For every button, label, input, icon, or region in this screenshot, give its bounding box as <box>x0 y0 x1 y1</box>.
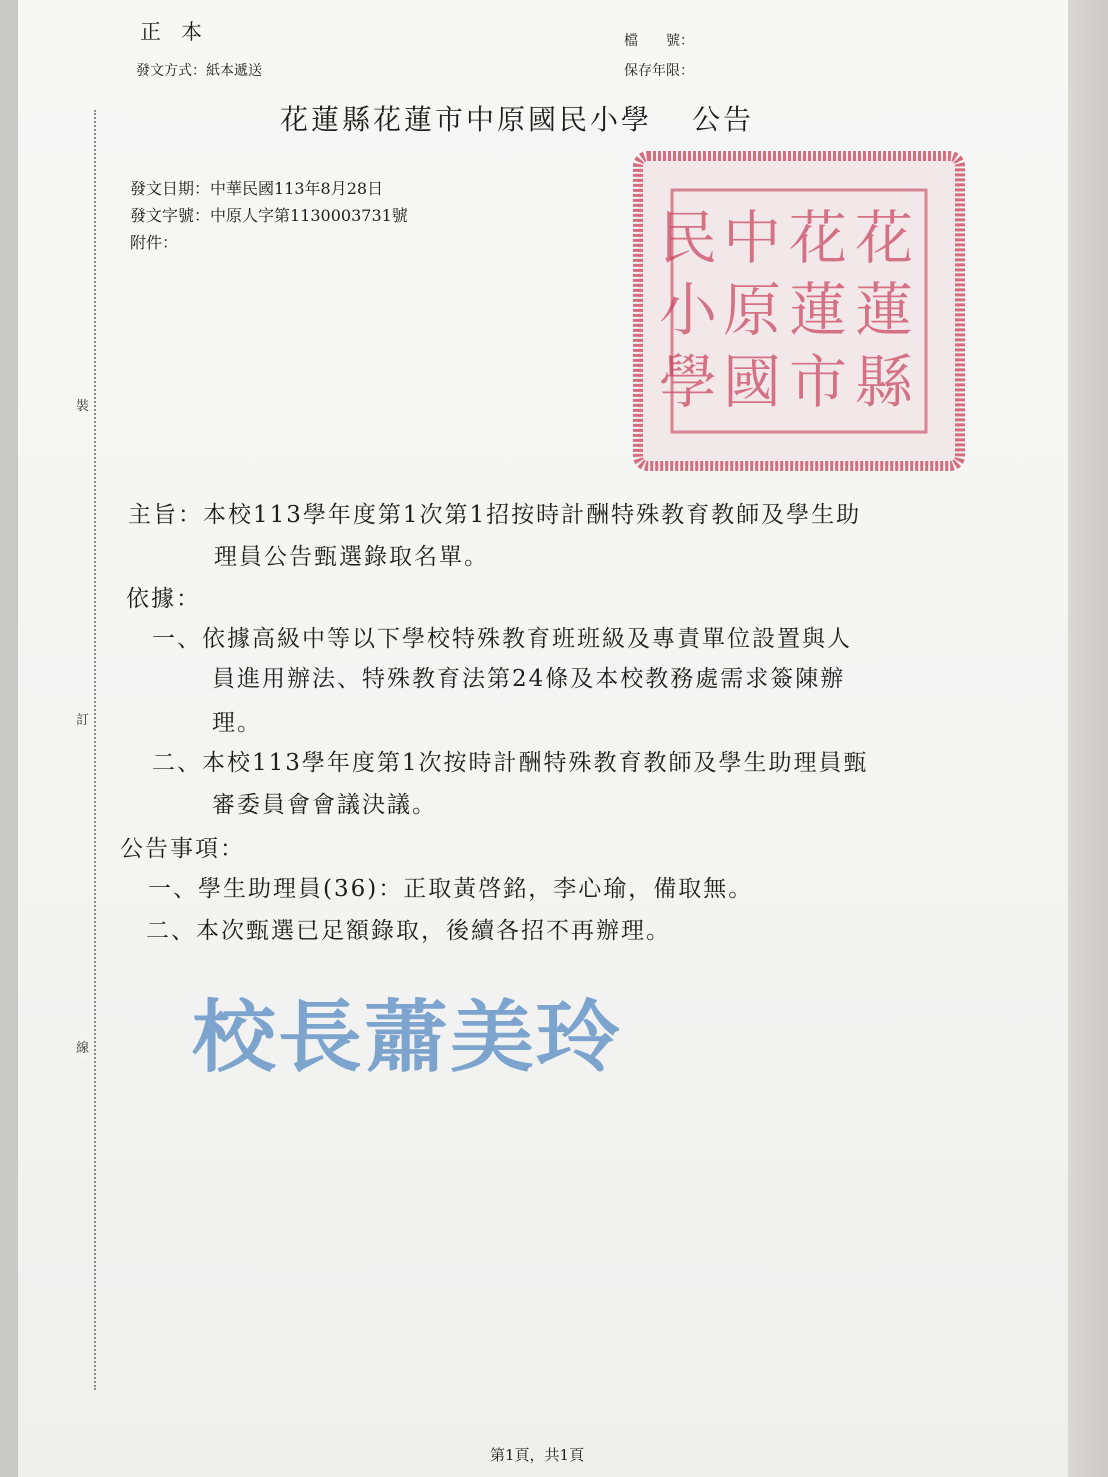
document-title <box>280 98 754 138</box>
basis-item-2-line-1: 二、本校113學年度第1次按時計酬特殊教育教師及學生助理員甄 <box>152 750 869 776</box>
seal-char: 小 <box>658 276 718 344</box>
desk-background <box>1068 0 1108 1477</box>
title-organization: 花蓮縣花蓮市中原國民小學 <box>280 103 653 136</box>
subject-line-2: 理員公告甄選錄取名單。 <box>214 544 489 570</box>
principal-signature-stamp <box>188 968 628 1088</box>
attachment-label: 附件： <box>130 233 179 252</box>
seal-char: 市 <box>788 348 848 416</box>
seal-char: 國 <box>722 348 782 416</box>
binding-char-xian: 線 <box>76 1034 89 1059</box>
binding-char-ding: 訂 <box>76 706 89 731</box>
seal-char: 原 <box>722 276 782 344</box>
basis-heading: 依據： <box>126 586 201 612</box>
retention-period-label: 保存年限： <box>624 63 694 79</box>
seal-char: 花 <box>854 204 914 272</box>
send-method: 發文方式：紙本遞送 <box>136 63 262 79</box>
notice-heading: 公告事項： <box>120 836 245 862</box>
page-footer: 第1頁，共1頁 <box>490 1446 585 1464</box>
seal-char: 學 <box>658 348 718 416</box>
seal-char: 蓮 <box>788 276 848 344</box>
basis-item-1-line-1: 一、依據高級中等以下學校特殊教育班班級及專責單位設置與人 <box>152 626 852 652</box>
binding-char-zhuang: 裝 <box>76 392 89 417</box>
title-type: 公告 <box>692 103 755 136</box>
binding-line <box>94 110 96 1390</box>
copy-mark: 正本 <box>140 20 222 44</box>
seal-char: 蓮 <box>854 276 914 344</box>
signature-text: 校長蕭美玲 <box>192 992 622 1083</box>
basis-item-1-line-3: 理。 <box>212 710 262 736</box>
notice-item-2: 二、本次甄選已足額錄取，後續各招不再辦理。 <box>146 918 671 944</box>
file-number-label: 檔 號： <box>624 33 694 49</box>
issue-date: 發文日期：中華民國113年8月28日 <box>130 179 384 198</box>
basis-item-1-line-2: 員進用辦法、特殊教育法第24條及本校教務處需求簽陳辦 <box>212 666 846 692</box>
seal-char: 民 <box>658 204 718 272</box>
seal-char: 花 <box>788 204 848 272</box>
seal-char: 中 <box>722 204 782 272</box>
issue-number: 發文字號：中原人字第1130003731號 <box>130 206 408 225</box>
seal-char: 縣 <box>854 348 914 416</box>
subject-line-1: 主旨：本校113學年度第1次第1招按時計酬特殊教育教師及學生助 <box>128 502 862 528</box>
official-seal <box>632 150 966 472</box>
basis-item-2-line-2: 審委員會會議決議。 <box>212 792 437 818</box>
notice-item-1: 一、學生助理員(36)：正取黃啓銘，李心瑜，備取無。 <box>148 876 754 902</box>
